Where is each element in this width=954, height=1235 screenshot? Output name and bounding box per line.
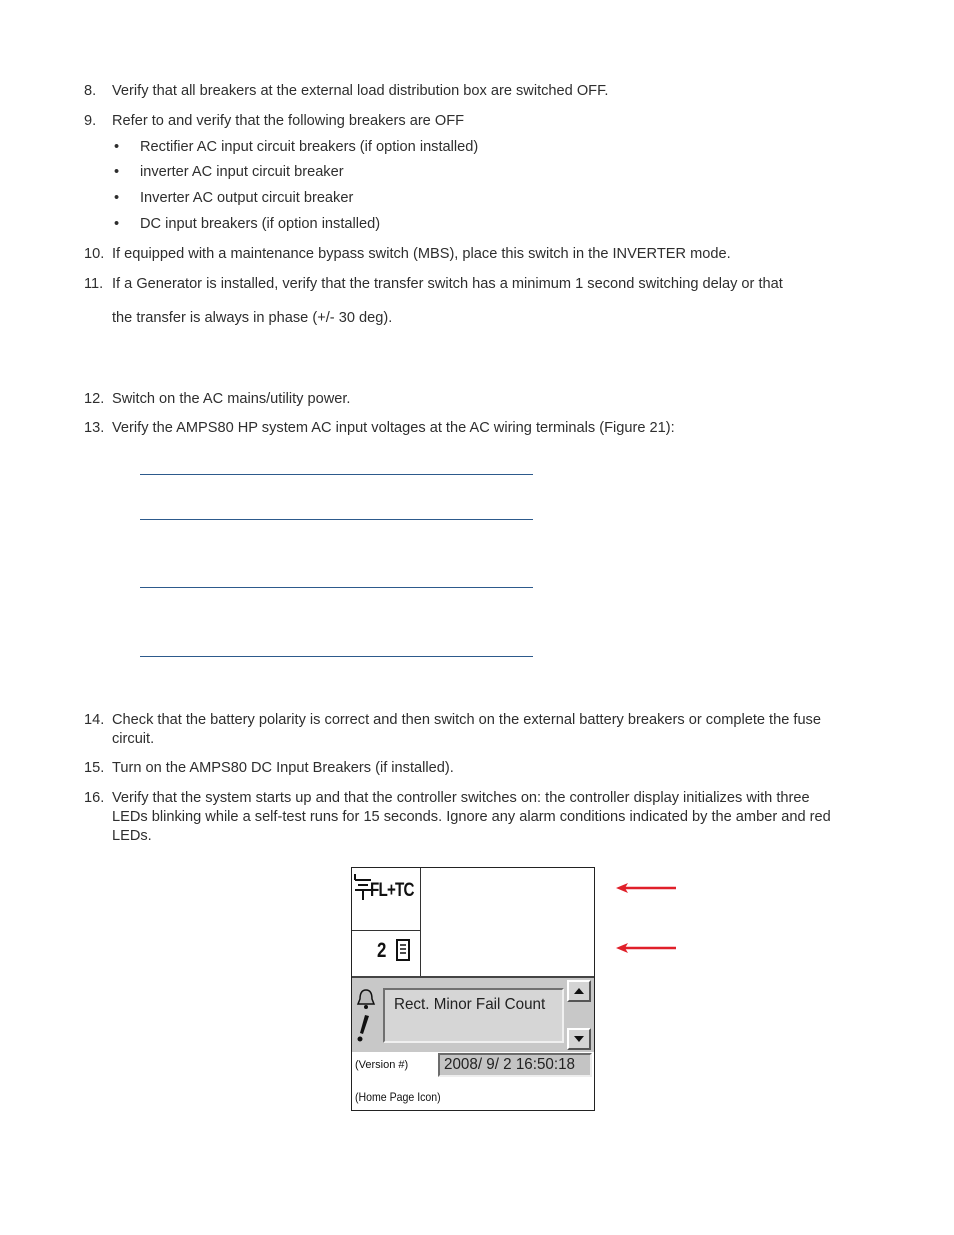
step-number: 15. <box>84 760 105 776</box>
step-number: 9. <box>84 113 97 129</box>
datetime-box <box>438 1053 592 1077</box>
arrow-left-icon <box>614 880 678 896</box>
scroll-up-button[interactable] <box>567 980 591 1002</box>
step-text: the transfer is always in phase (+/- 30 deg). <box>112 310 393 326</box>
datetime-text: 2008/ 9/ 2 16:50:18 <box>444 1056 576 1073</box>
step-text: Turn on the AMPS80 DC Input Breakers (if installed). <box>112 760 454 776</box>
step-text: Verify that all breakers at the external load distribution box are switched OFF. <box>112 83 609 99</box>
bullet-dot: • <box>114 190 120 206</box>
step-number: 8. <box>84 83 97 99</box>
rectifier-module-icon <box>396 939 410 961</box>
step-text: If a Generator is installed, verify that the transfer switch has a minimum 1 second switching delay or that <box>112 276 783 292</box>
triangle-up-icon <box>569 982 589 1000</box>
alarm-bar <box>352 976 594 1052</box>
alarm-message: Rect. Minor Fail Count <box>394 996 546 1013</box>
bullet-text: inverter AC input circuit breaker <box>140 164 344 180</box>
bullet-dot: • <box>114 164 120 180</box>
status-text: FL+TC <box>370 880 414 901</box>
status-cell <box>352 868 421 931</box>
bullet-dot: • <box>114 139 120 155</box>
step-number: 10. <box>84 246 105 262</box>
table-rule <box>140 587 533 588</box>
alarm-message-box <box>383 988 564 1043</box>
bullet-text: Rectifier AC input circuit breakers (if option installed) <box>140 139 479 155</box>
step-number: 12. <box>84 391 105 407</box>
bell-icon <box>356 988 376 1010</box>
step-text: Verify the AMPS80 HP system AC input voltages at the AC wiring terminals (Figure 21): <box>112 420 675 436</box>
triangle-down-icon <box>569 1030 589 1048</box>
step-number: 14. <box>84 712 105 728</box>
alarm-exclamation-icon <box>356 1014 370 1042</box>
step-text: If equipped with a maintenance bypass switch (MBS), place this switch in the INVERTER mode. <box>112 246 731 262</box>
step-text: Verify that the system starts up and that the controller switches on: the controller display initializes with three LEDs blinking while a self-test runs for 15 seconds. Ignore any alarm conditions indicated by the amber and red LEDs. <box>112 790 831 844</box>
bullet-text: Inverter AC output circuit breaker <box>140 190 354 206</box>
controller-display <box>351 867 595 1111</box>
step-number: 13. <box>84 420 105 436</box>
scroll-down-button[interactable] <box>567 1028 591 1050</box>
table-rule <box>140 656 533 657</box>
arrow-left-icon <box>614 940 678 956</box>
step-number: 11. <box>84 276 104 292</box>
module-count: 2 <box>377 939 387 962</box>
step-text: Switch on the AC mains/utility power. <box>112 391 351 407</box>
step-text: Refer to and verify that the following breakers are OFF <box>112 113 465 129</box>
version-label: (Version #) <box>355 1059 409 1071</box>
bullet-text: DC input breakers (if option installed) <box>140 216 381 232</box>
module-cell <box>352 931 421 976</box>
step-number: 16. <box>84 790 105 806</box>
table-rule <box>140 519 533 520</box>
step-text: Check that the battery polarity is correct and then switch on the external battery breakers or complete the fuse circuit. <box>112 712 821 747</box>
bullet-dot: • <box>114 216 120 232</box>
table-rule <box>140 474 533 475</box>
home-page-icon-label: (Home Page Icon) <box>355 1090 441 1104</box>
